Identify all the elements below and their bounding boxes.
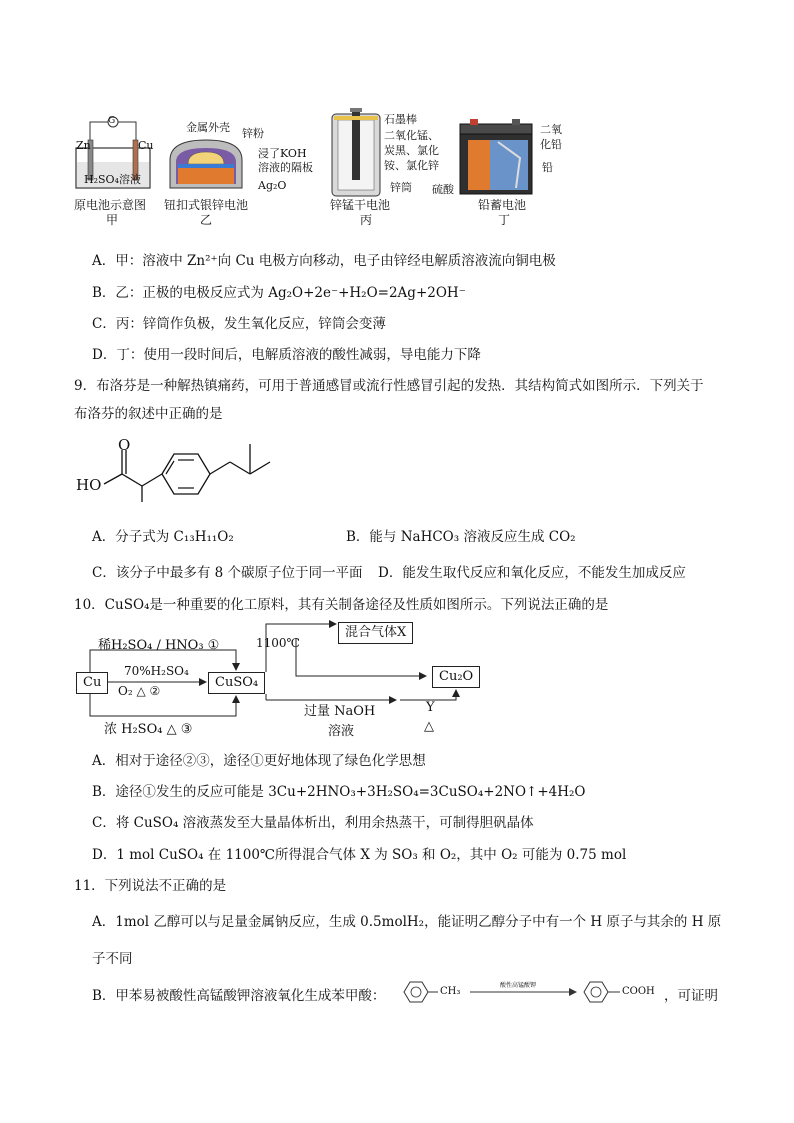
zn-label: Zn (76, 139, 91, 152)
caption-yi-1: 钮扣式银锌电池 (164, 198, 249, 212)
q11-option-a-line-2: 子不同 (92, 951, 133, 967)
separator-label-2: 溶液的隔板 (258, 161, 313, 174)
caption-jia-1: 原电池示意图 (74, 198, 147, 212)
pb-label: 铅 (542, 161, 553, 174)
ag2o-label: Ag₂O (258, 179, 287, 192)
reagent-label: 酸性高锰酸钾 (500, 982, 537, 989)
galvanometer-label: G (108, 116, 116, 126)
pbo2-label-1: 二氧 (540, 123, 562, 136)
zinc-can-label: 锌筒 (390, 181, 412, 194)
mix-label-1: 二氧化锰、 (384, 129, 439, 142)
q8-option-d: D．丁：使用一段时间后，电解质溶液的酸性减弱，导电能力下降 (92, 347, 481, 363)
q8-option-c: C．丙：锌筒作负极，发生氧化反应，锌筒会变薄 (92, 316, 386, 332)
naoh-label-1: 过量 NaOH (304, 704, 376, 719)
separator-label-1: 浸了KOH (258, 147, 307, 160)
route-1-label: 稀H₂SO₄ / HNO₃ ① (98, 638, 220, 653)
cu-box: Cu (76, 672, 108, 694)
ibuprofen-structure (74, 434, 304, 504)
hydroxyl-label: HO (76, 476, 102, 494)
figure-button-cell (164, 134, 248, 194)
pbo2-label-2: 化铅 (540, 138, 562, 151)
q10-stem: 10．CuSO₄是一种重要的化工原料，其有关制备途径及性质如图所示。下列说法正确的是 (74, 597, 609, 613)
gas-x-box: 混合气体X (338, 622, 413, 644)
q9-option-c: C．该分子中最多有 8 个碳原子位于同一平面 (92, 565, 363, 581)
figure-lead-acid-battery (456, 118, 536, 198)
caption-bing-2: 丙 (360, 213, 373, 227)
zinc-powder-label: 锌粉 (242, 127, 264, 140)
carbonyl-o-label: O (118, 436, 131, 454)
graphite-rod-label: 石墨棒 (384, 113, 417, 126)
y-label: Y (426, 700, 435, 715)
mix-label-2: 炭黑、氯化 (384, 144, 439, 157)
figure-dry-cell (328, 106, 384, 198)
acid-label: 硫酸 (432, 183, 454, 196)
temp-label: 1100℃ (256, 636, 300, 650)
q10-option-b: B．途径①发生的反应可能是 3Cu+2HNO₃+3H₂SO₄=3CuSO₄+2NO↑+4H₂O (92, 784, 586, 800)
q9-stem-1: 9．布洛芬是一种解热镇痛药，可用于普通感冒或流行性感冒引起的发热．其结构简式如图所示．下列关于 (74, 378, 704, 394)
caption-bing-1: 锌锰干电池 (330, 198, 391, 212)
q11-stem: 11．下列说法不正确的是 (74, 878, 227, 894)
caption-ding-1: 铅蓄电池 (478, 198, 527, 212)
naoh-label-2: 溶液 (328, 724, 355, 739)
q11-option-b-text: B．甲苯易被酸性高锰酸钾溶液氧化生成苯甲酸： (92, 988, 386, 1004)
heat-label: △ (424, 719, 434, 734)
caption-jia-2: 甲 (106, 213, 119, 227)
cooh-label: COOH (622, 986, 655, 997)
q11-option-a-line-1: A．1mol 乙醇可以与足量金属钠反应，生成 0.5molH₂，能证明乙醇分子中有一个 H 原子与其余的 H 原 (92, 914, 722, 930)
q10-option-a: A．相对于途径②③，途径①更好地体现了绿色化学思想 (92, 753, 426, 769)
route-2-label-top: 70%H₂SO₄ (124, 664, 189, 678)
shell-label: 金属外壳 (186, 121, 230, 134)
q10-option-c: C．将 CuSO₄ 溶液蒸发至大量晶体析出，利用余热蒸干，可制得胆矾晶体 (92, 815, 534, 831)
solution-label: H₂SO₄溶液 (84, 173, 141, 186)
route-3-label: 浓 H₂SO₄ △ ③ (104, 722, 193, 737)
cu-label: Cu (138, 139, 154, 152)
q9-stem-2: 布洛芬的叙述中正确的是 (74, 406, 223, 422)
ch3-label: CH₃ (440, 986, 461, 997)
q9-option-d: D．能发生取代反应和氧化反应，不能发生加成反应 (378, 565, 686, 581)
q10-option-d: D．1 mol CuSO₄ 在 1100℃所得混合气体 X 为 SO₃ 和 O₂，其中 O₂ 可能为 0.75 mol (92, 847, 627, 863)
cuso4-box: CuSO₄ (208, 672, 265, 694)
q11-option-b-end: ，可证明 (664, 988, 718, 1004)
q8-option-b: B．乙：正极的电极反应式为 Ag₂O+2e⁻+H₂O=2Ag+2OH⁻ (92, 285, 466, 301)
caption-yi-2: 乙 (200, 213, 213, 227)
route-2-label-bottom: O₂ △ ② (118, 684, 161, 698)
q9-option-a: A．分子式为 C₁₃H₁₁O₂ (92, 529, 234, 545)
q8-option-a: A．甲：溶液中 Zn²⁺向 Cu 电极方向移动，电子由锌经电解质溶液流向铜电极 (92, 253, 556, 269)
mix-label-3: 铵、氯化锌 (384, 159, 439, 172)
q9-option-b: B．能与 NaHCO₃ 溶液反应生成 CO₂ (346, 529, 576, 545)
cu2o-box: Cu₂O (432, 666, 480, 688)
caption-ding-2: 丁 (498, 213, 511, 227)
